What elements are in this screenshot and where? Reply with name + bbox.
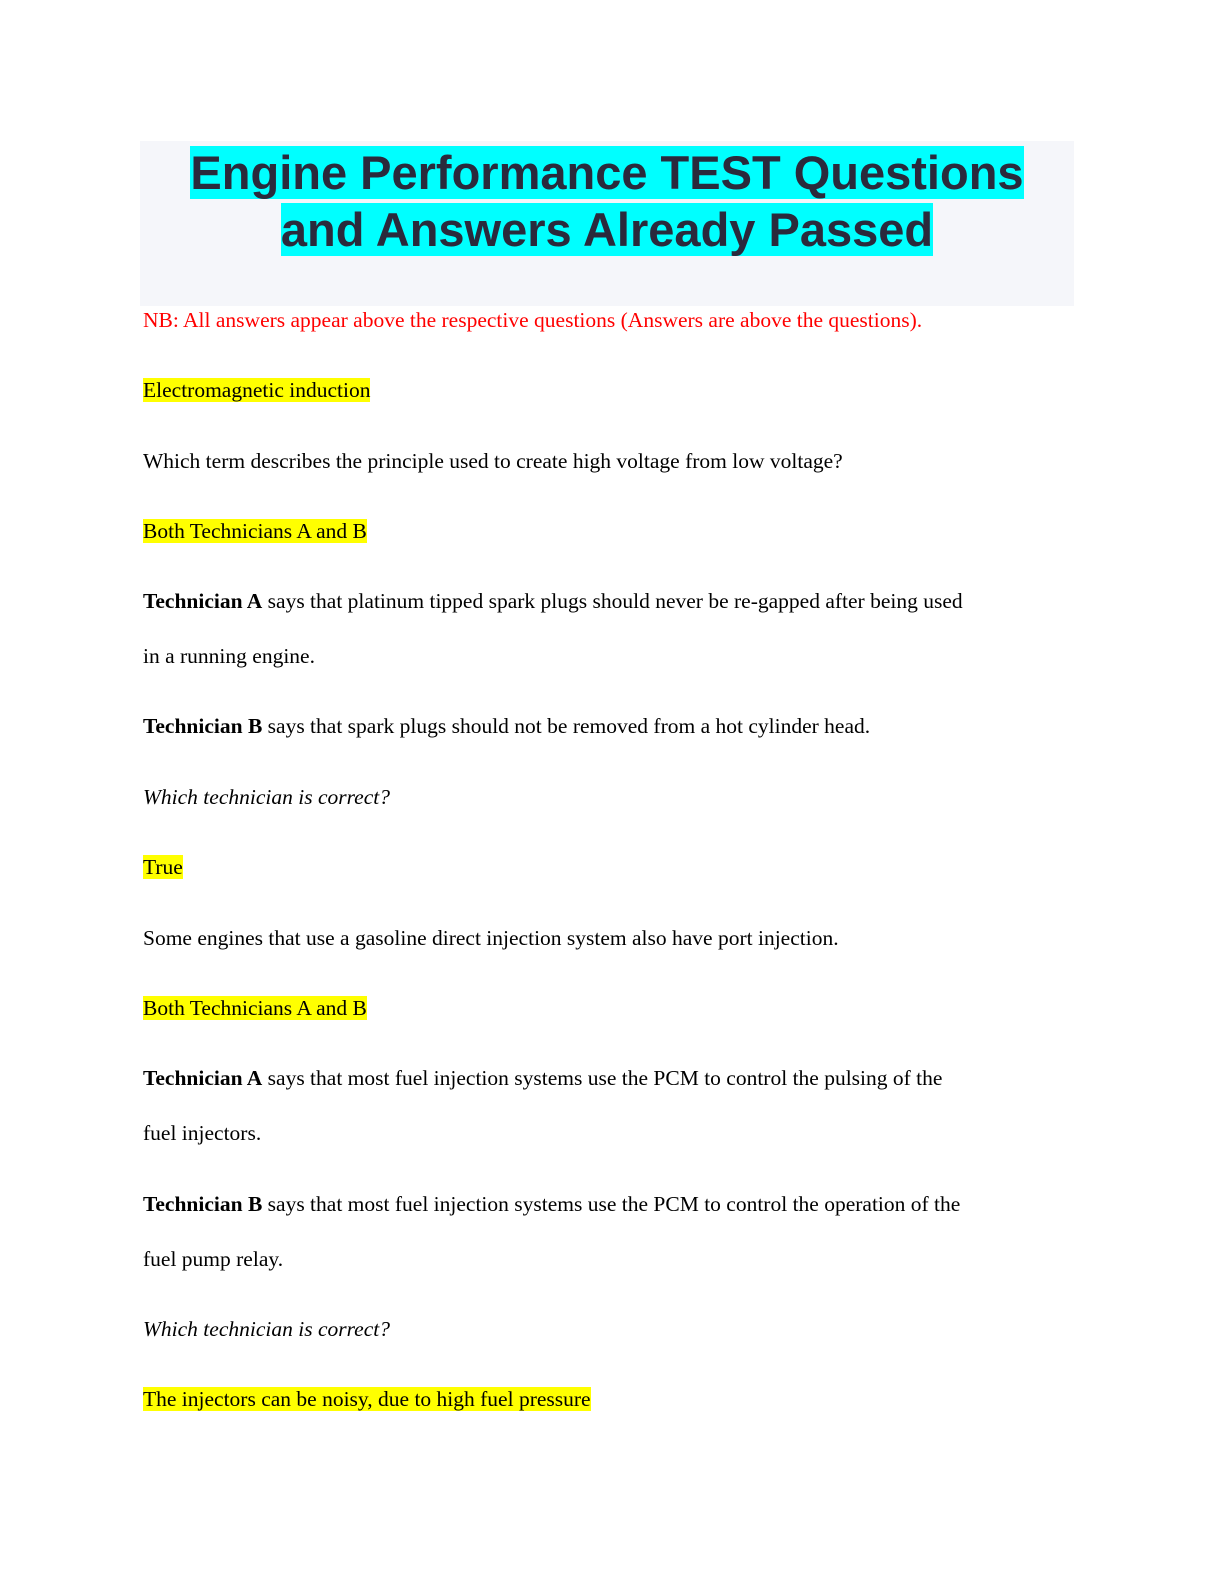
- technician-a-continuation: fuel injectors.: [143, 1121, 262, 1145]
- technician-a-statement-1: [143, 574, 1073, 684]
- technician-a-continuation: in a running engine.: [143, 644, 315, 668]
- answer-highlight: Both Technicians A and B: [143, 519, 367, 543]
- technician-a-text: says that platinum tipped spark plugs should never be re-gapped after being used: [262, 589, 963, 613]
- technician-b-continuation: fuel pump relay.: [143, 1247, 284, 1271]
- answer-5: [143, 1372, 1073, 1427]
- title-line-1: Engine Performance TEST Questions: [190, 146, 1024, 199]
- technician-a-statement-2: [143, 1051, 1073, 1161]
- answers-note: NB: All answers appear above the respective questions (Answers are above the questions).: [143, 308, 923, 332]
- technician-b-label: Technician B: [143, 714, 263, 738]
- technician-a-label: Technician A: [143, 1066, 263, 1090]
- question-3: Some engines that use a gasoline direct injection system also have port injection.: [143, 926, 839, 950]
- technician-b-statement-2: [143, 1177, 1073, 1287]
- technician-b-text: says that most fuel injection systems use the PCM to control the operation of the: [262, 1192, 961, 1216]
- answer-highlight: True: [143, 855, 183, 879]
- question-prompt-1: Which technician is correct?: [143, 785, 390, 809]
- answer-1: [143, 363, 1073, 418]
- technician-b-text: says that spark plugs should not be removed from a hot cylinder head.: [262, 714, 871, 738]
- answer-4: [143, 981, 1073, 1036]
- answer-highlight: Both Technicians A and B: [143, 996, 367, 1020]
- answer-2: [143, 504, 1073, 559]
- answer-3: [143, 840, 1073, 895]
- answer-highlight: Electromagnetic induction: [143, 378, 371, 402]
- question-1: Which term describes the principle used to create high voltage from low voltage?: [143, 449, 843, 473]
- answer-highlight: The injectors can be noisy, due to high fuel pressure: [143, 1387, 591, 1411]
- question-prompt-2: Which technician is correct?: [143, 1317, 390, 1341]
- technician-a-text: says that most fuel injection systems use the PCM to control the pulsing of the: [262, 1066, 943, 1090]
- technician-a-label: Technician A: [143, 589, 263, 613]
- title-block: [140, 141, 1074, 306]
- title-line-2: and Answers Already Passed: [280, 203, 934, 256]
- document-title: [140, 141, 1074, 258]
- technician-b-statement-1: [143, 699, 1073, 754]
- technician-b-label: Technician B: [143, 1192, 263, 1216]
